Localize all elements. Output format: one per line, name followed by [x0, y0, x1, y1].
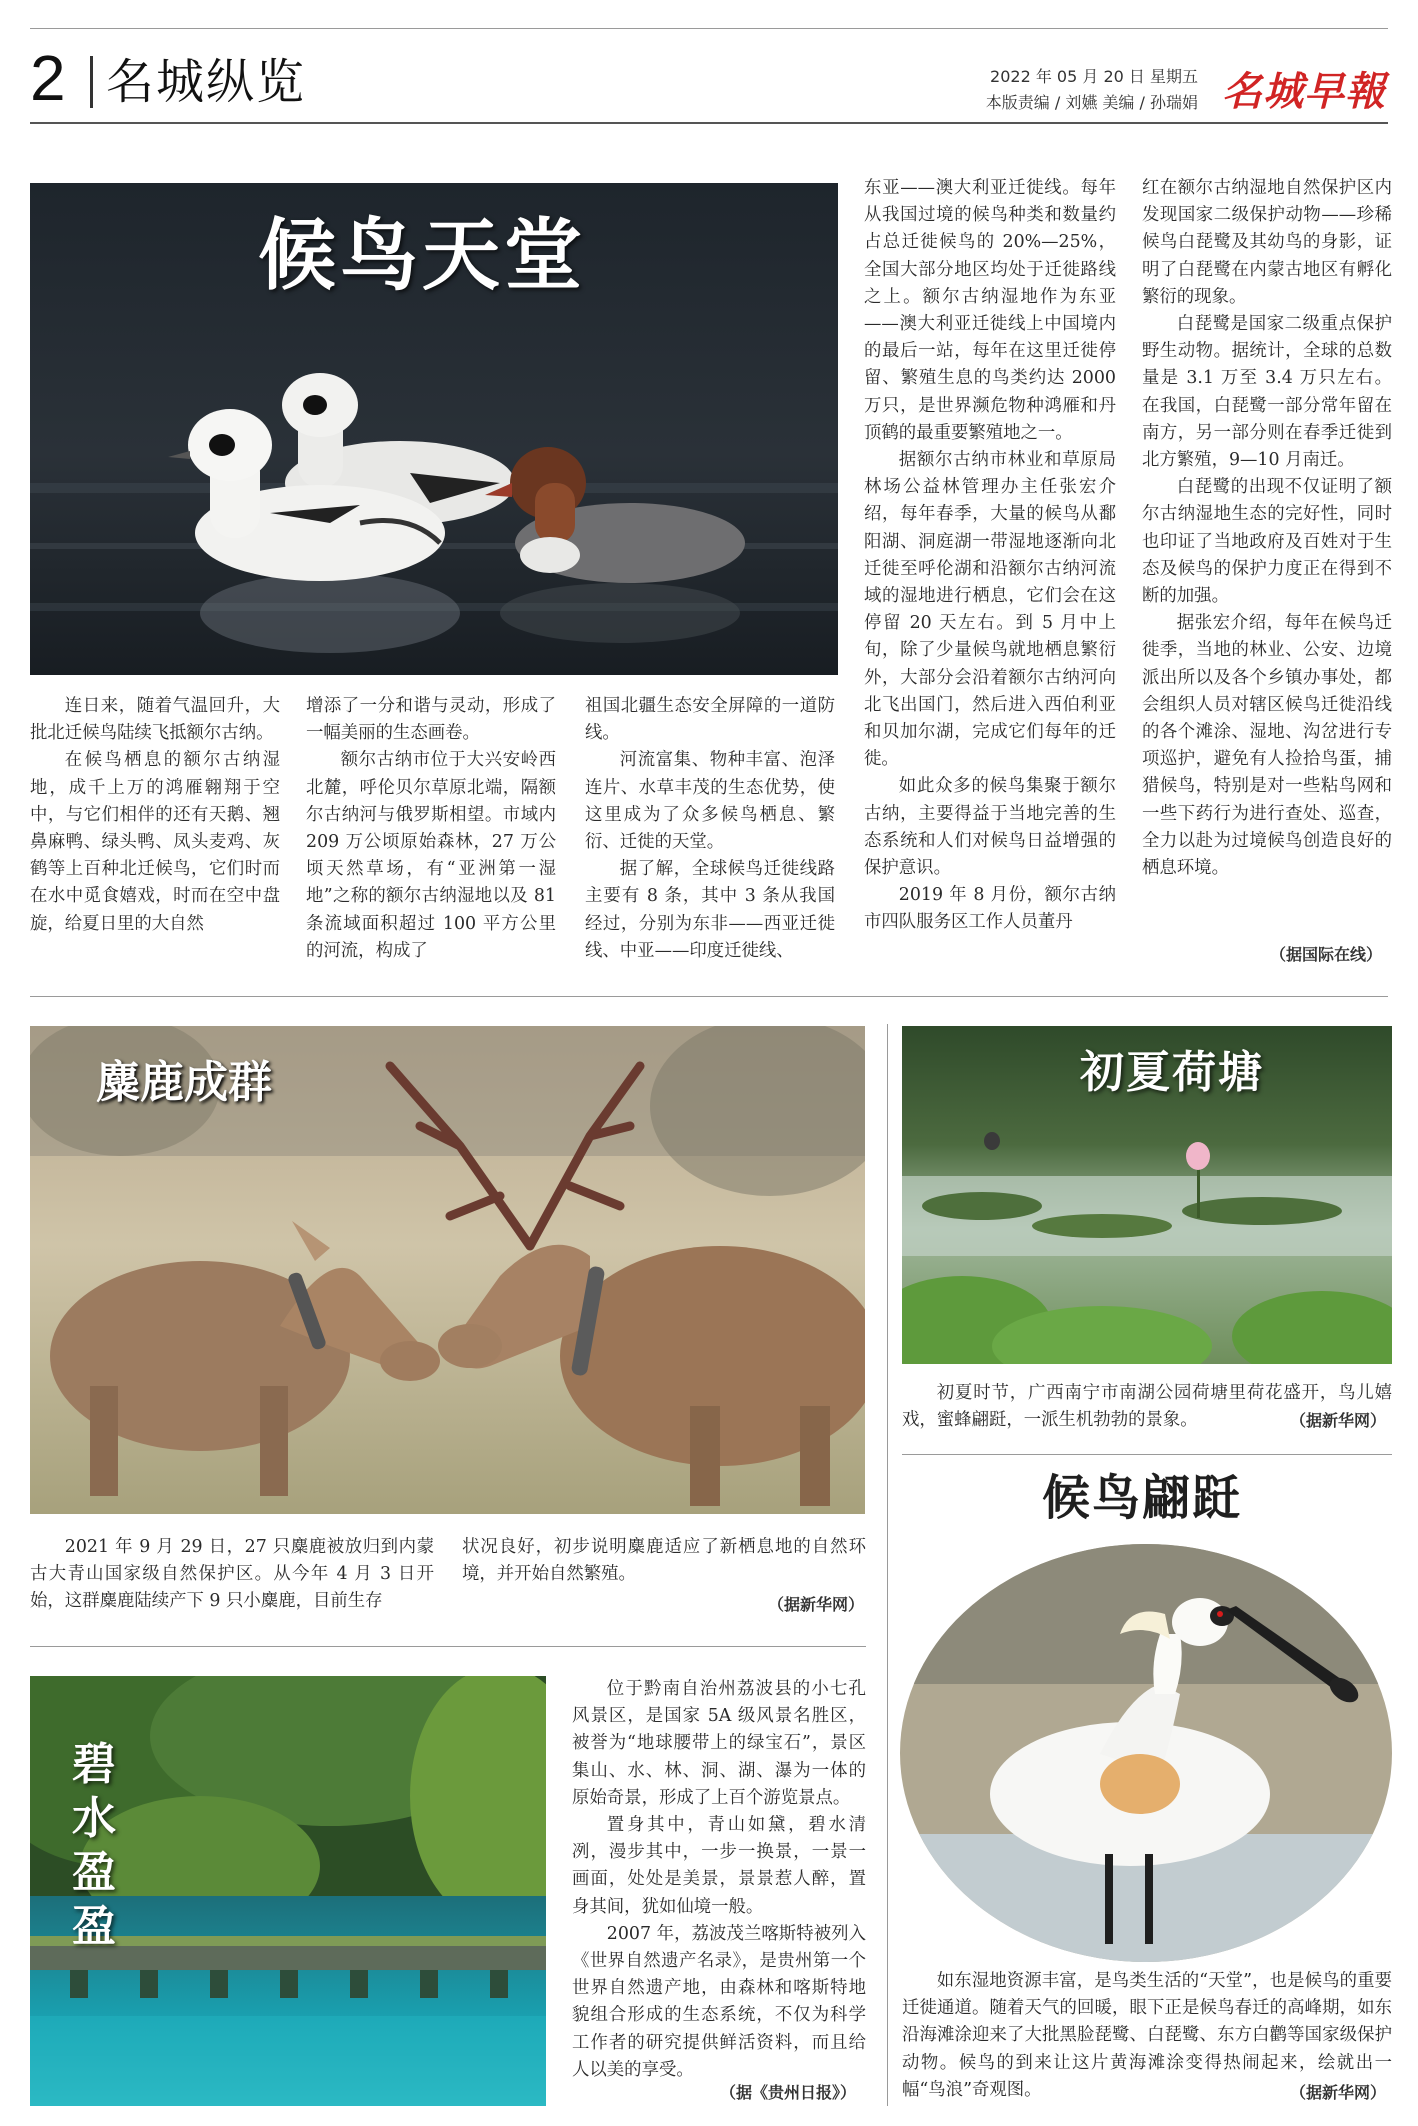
article1-paragraph: 据额尔古纳市林业和草原局林场公益林管理办主任张宏介绍，每年春季，大量的候鸟从鄱阳湖、洞庭湖一带湿地逐渐向北迁徙至呼伦湖和沿额尔古纳河流域的湿地进行栖息，它们会在这停留 20 天左右。到 5 月中上旬，除了少量候鸟就地栖息繁衍外，大部分会沿着额尔古纳河向北飞出国门，然后进入西伯利亚和贝加尔湖，完成它们每年的迁徙。 [864, 450, 1116, 770]
section-title: 名城纵览 [106, 54, 307, 110]
article1-paragraph: 额尔古纳市位于大兴安岭西北麓，呼伦贝尔草原北端，隔额尔古纳河与俄罗斯相望。市域内 209 万公顷原始森林，27 万公顷天然草场，有“亚洲第一湿地”之称的额尔古纳湿地以及 81 条流域面积超过 100 平方公里的河流，构成了 [306, 750, 556, 961]
article3-caption-text: 初夏时节，广西南宁市南湖公园荷塘里荷花盛开，鸟儿嬉戏，蜜蜂翩跹，一派生机勃勃的景象。 [902, 1383, 1392, 1431]
header-bottom-rule [30, 122, 1388, 124]
lotus-pond-photo [902, 1026, 1392, 1364]
article1-paragraph: 红在额尔古纳湿地自然保护区内发现国家二级保护动物——珍稀候鸟白琵鹭及其幼鸟的身影，证明了白琵鹭在内蒙古地区有孵化繁衍的现象。 [1142, 178, 1392, 307]
article1-column-5 [1142, 175, 1392, 882]
header-top-rule [30, 28, 1388, 29]
article1-photo-title: 候鸟天堂 [258, 211, 587, 301]
article1-paragraph: 白琵鹭的出现不仅证明了额尔古纳湿地生态的完好性，同时也印证了当地政府及百姓对于生态及候鸟的保护力度正在得到不断的加强。 [1142, 477, 1392, 607]
article1-column-2 [306, 693, 556, 965]
article2-column-2 [462, 1534, 866, 1588]
section-rule-right [902, 1454, 1392, 1455]
article2-photo-title: 麋鹿成群 [96, 1057, 272, 1108]
article4-source: （据《贵州日报》） [720, 2083, 857, 2102]
article4-paragraph: 位于黔南自治州荔波县的小七孔风景区，是国家 5A 级风景名胜区，被誉为“地球腰带上的绿宝石”，景区集山、水、林、洞、湖、瀑为一体的原始奇景，形成了上百个游览景点。 [572, 1679, 866, 1808]
article4-paragraph: 2007 年，荔波茂兰喀斯特被列入《世界自然遗产名录》，是贵州第一个世界自然遗产地，由森林和喀斯特地貌组合形成的生态系统，不仅为科学工作者的研究提供鲜活资料，而且给人以美的享受。 [572, 1923, 866, 2080]
article1-paragraph: 河流富集、物种丰富、泡泽连片、水草丰茂的生态优势，使这里成为了众多候鸟栖息、繁衍、迁徙的天堂。 [585, 750, 835, 853]
article1-paragraph: 据了解，全球候鸟迁徙线路主要有 8 条，其中 3 条从我国经过，分别为东非——西亚迁徙线、中亚——印度迁徙线、 [585, 859, 835, 961]
article4-column [572, 1676, 866, 2084]
article1-column-1 [30, 693, 280, 938]
spoonbill-image [900, 1544, 1392, 1962]
section-rule-2 [30, 1646, 866, 1647]
article1-paragraph: 2019 年 8 月份，额尔古纳市四队服务区工作人员董丹 [864, 885, 1116, 933]
article5-caption-text: 如东湿地资源丰富，是鸟类生活的“天堂”，也是候鸟的重要迁徙通道。随着天气的回暖，眼下正是候鸟春迁的高峰期，如东沿海滩涂迎来了大批黑脸琵鹭、白琵鹭、东方白鹳等国家级保护动物。候鸟的到来让这片黄海滩涂变得热闹起来，绘就出一幅“鸟浪”奇观图。 [902, 1971, 1392, 2100]
article1-paragraph: 白琵鹭是国家二级重点保护野生动物。据统计，全球的总数量是 3.1 万至 3.4 万只左右。在我国，白琵鹭一部分常年留在南方，另一部分则在春季迁徙到北方繁殖，9—10 月南迁。 [1142, 314, 1392, 471]
article4-paragraph: 置身其中，青山如黛，碧水清冽，漫步其中，一步一换景，一景一画面，处处是美景，景景惹人醉，置身其间，犹如仙境一般。 [572, 1815, 866, 1917]
article1-paragraph: 在候鸟栖息的额尔古纳湿地，成千上万的鸿雁翱翔于空中，与它们相伴的还有天鹅、翘鼻麻鸭、绿头鸭、凤头麦鸡、灰鹤等上百种北迁候鸟，它们时而在水中觅食嬉戏，时而在空中盘旋，给夏日里的大自然 [30, 750, 280, 934]
article1-column-3 [585, 693, 835, 965]
article2-source: （据新华网） [768, 1595, 865, 1614]
column-rule [887, 1024, 888, 2106]
article1-paragraph: 祖国北疆生态安全屏障的一道防线。 [585, 696, 835, 744]
page-number: 2 [30, 42, 66, 114]
article2-paragraph: 状况良好，初步说明麋鹿适应了新栖息地的自然环境，并开始自然繁殖。 [462, 1537, 866, 1585]
editors-credit: 本版责编 / 刘嬿 美编 / 孙瑞娟 [985, 93, 1198, 112]
article3-photo-title: 初夏荷塘 [1080, 1047, 1264, 1098]
article3-source: （据新华网） [1290, 1411, 1387, 1430]
issue-date: 2022 年 05 月 20 日 星期五 [990, 67, 1198, 86]
article1-paragraph: 东亚——澳大利亚迁徙线。每年从我国过境的候鸟种类和数量约占总迁徙候鸟的 20%—25%，全国大部分地区均处于迁徙路线之上。额尔古纳湿地作为东亚——澳大利亚迁徙线上中国境内的最后一站，每年在这里迁徙停留、繁殖生息的鸟类约达 2000 万只，是世界濒危物种鸿雁和丹顶鹤的最重要繁殖地之一。 [864, 178, 1116, 443]
birds-photo [30, 183, 838, 675]
article1-source: （据国际在线） [1270, 945, 1383, 964]
article5-source: （据新华网） [1290, 2083, 1387, 2102]
article5-title: 候鸟翩跹 [1042, 1470, 1243, 1526]
section-rule-1 [30, 996, 1388, 997]
article1-column-4 [864, 175, 1116, 937]
article1-paragraph: 据张宏介绍，每年在候鸟迁徙季，当地的林业、公安、边境派出所以及各个乡镇办事处，都会组织人员对辖区候鸟迁徙沿线的各个滩涂、湿地、沟岔进行专项巡护，避免有人捡拾鸟蛋，捕猎候鸟，特别是对一些粘鸟网和一些下药行为进行查处、巡查，全力以赴为过境候鸟创造良好的栖息环境。 [1142, 613, 1392, 879]
newspaper-masthead: 名城早報 [1222, 68, 1386, 115]
article1-paragraph: 连日来，随着气温回升，大批北迁候鸟陆续飞抵额尔古纳。 [30, 696, 280, 744]
spoonbill-photo [900, 1544, 1392, 1962]
article2-column-1 [30, 1534, 434, 1616]
deer-photo [30, 1026, 865, 1514]
article1-paragraph: 增添了一分和谐与灵动，形成了一幅美丽的生态画卷。 [306, 696, 556, 744]
header-divider [90, 56, 93, 108]
article2-paragraph: 2021 年 9 月 29 日，27 只麋鹿被放归到内蒙古大青山国家级自然保护区。从今年 4 月 3 日开始，这群麋鹿陆续产下 9 只小麋鹿，目前生存 [30, 1537, 434, 1612]
waterfall-lake-photo [30, 1676, 546, 2106]
article4-photo-title: 碧水盈盈 [72, 1739, 116, 1952]
article1-paragraph: 如此众多的候鸟集聚于额尔古纳，主要得益于当地完善的生态系统和人们对候鸟日益增强的保护意识。 [864, 776, 1116, 879]
